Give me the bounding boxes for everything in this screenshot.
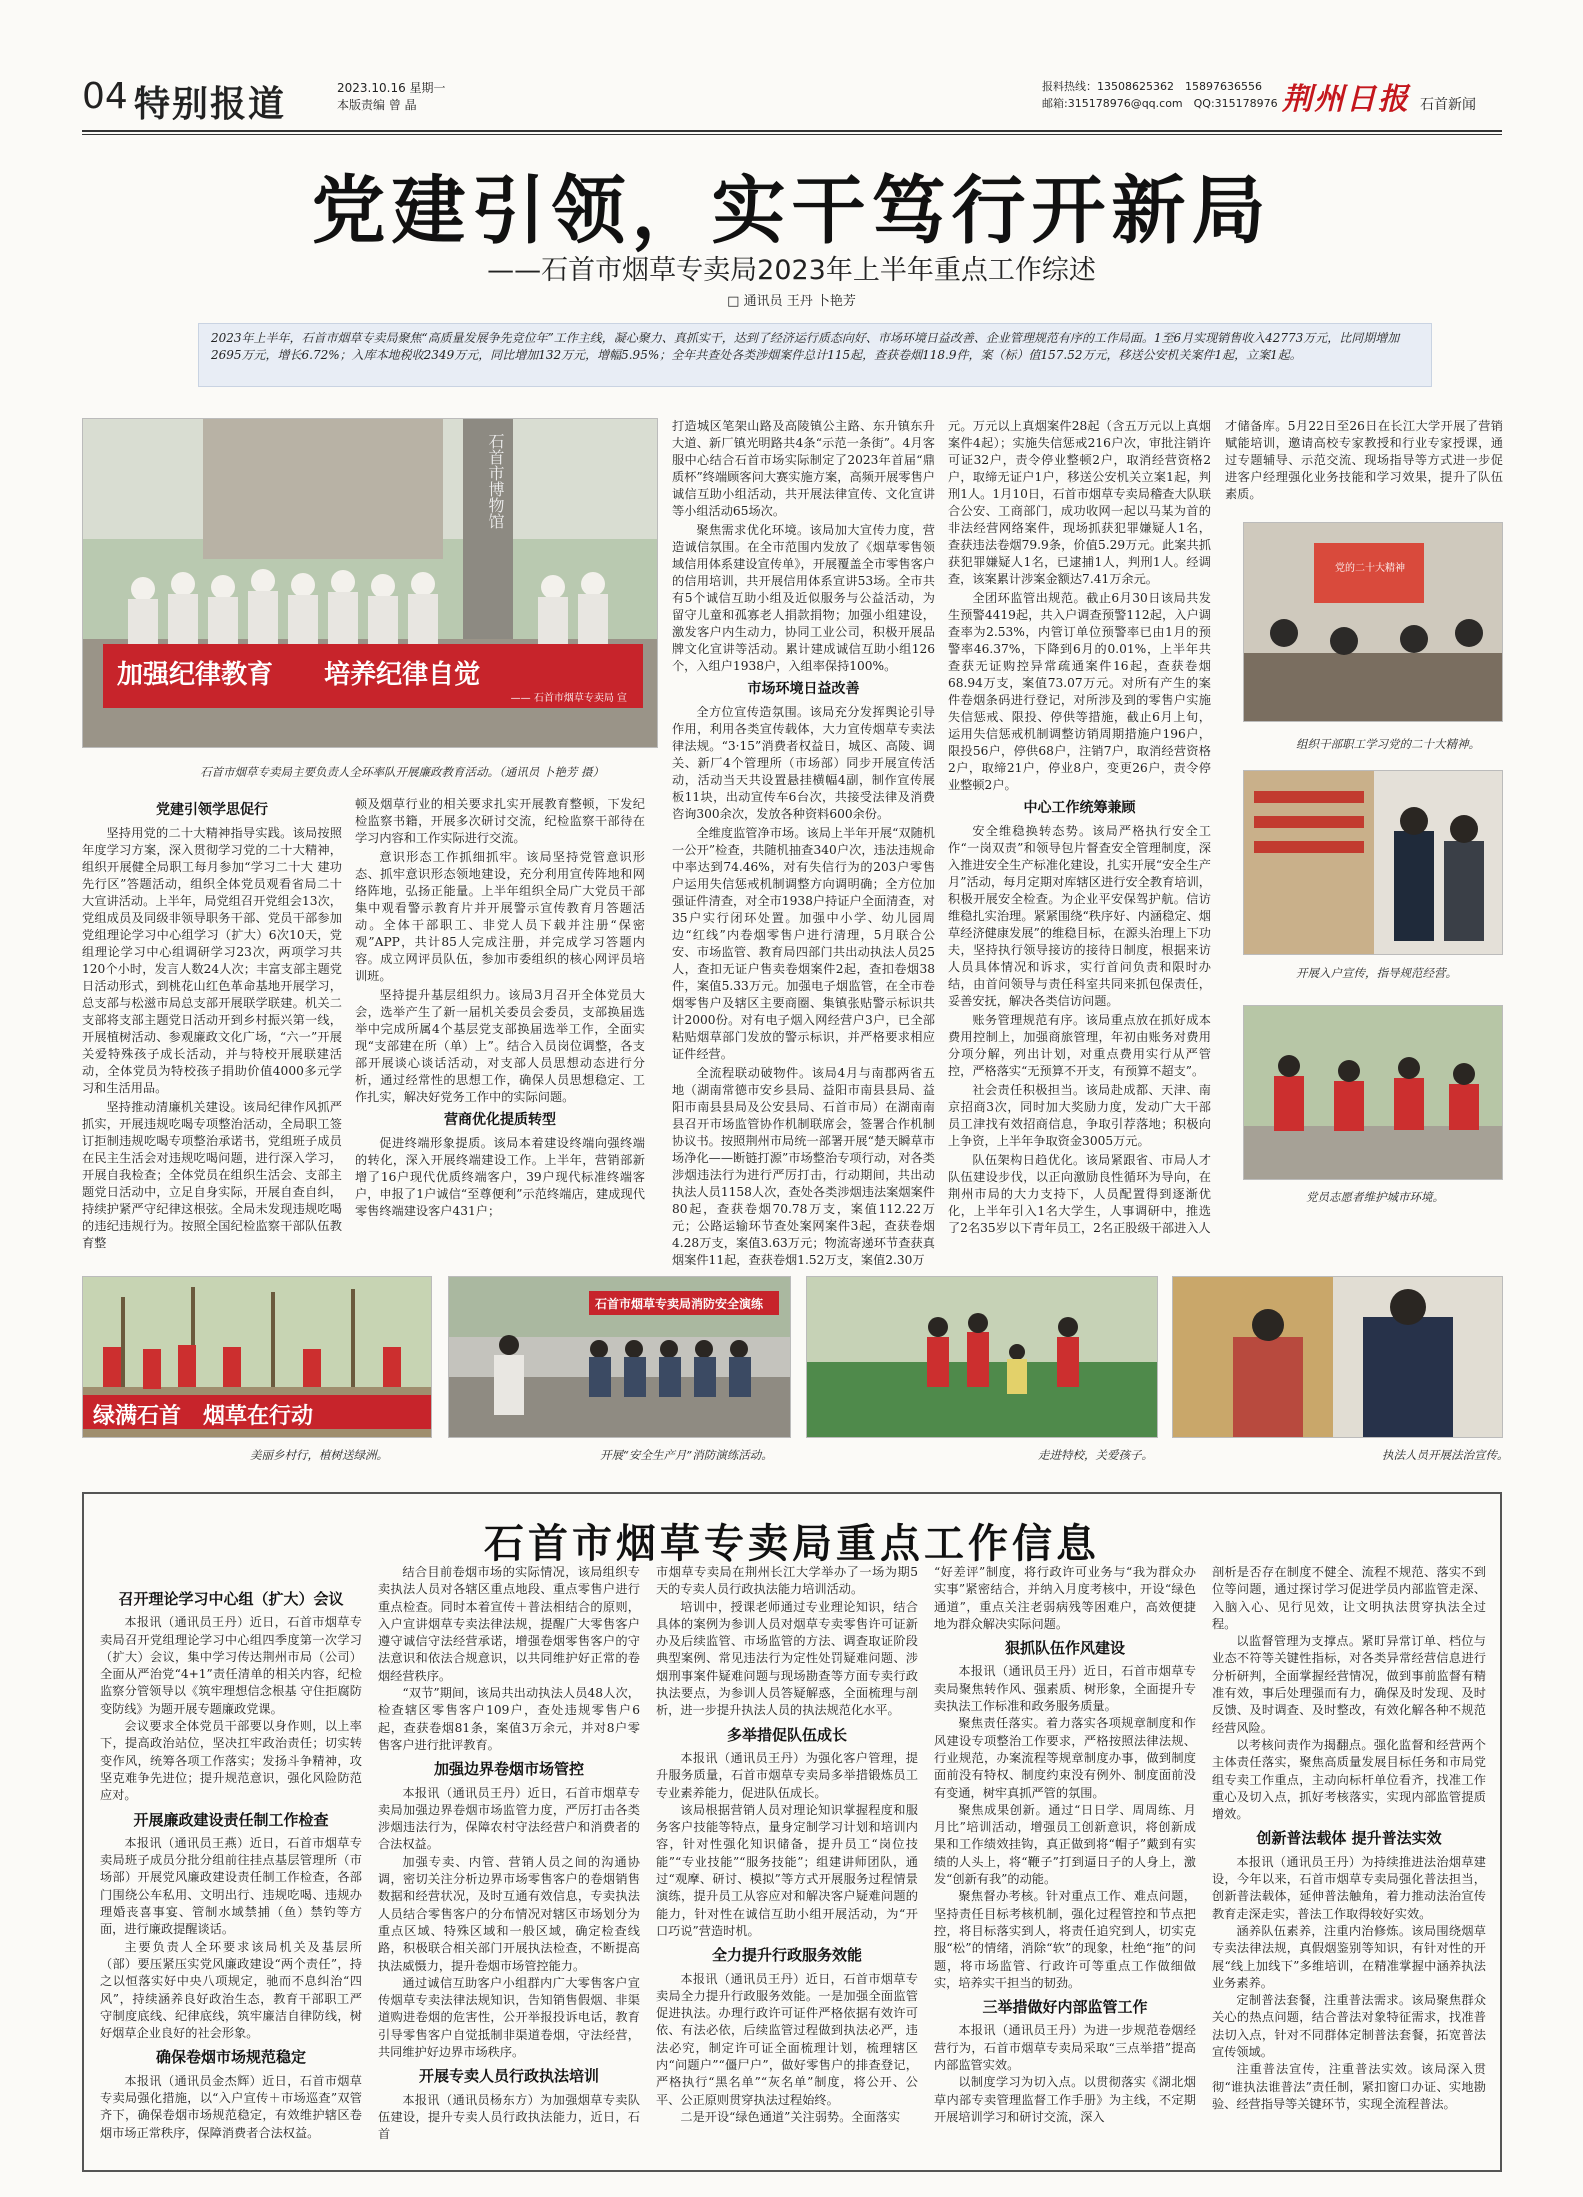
banner-left-text: 加强纪律教育 [117, 660, 274, 690]
paragraph: 本报讯（通讯员王丹）为进一步规范卷烟经营行为，石首市烟草专卖局采取“三点举措”提高内部监管实效。 [934, 2023, 1196, 2073]
column-subheading: 市场环境日益改善 [747, 681, 860, 697]
issue-info [337, 80, 446, 114]
paragraph: 定制普法套餐，注重普法需求。该局聚焦群众关心的热点问题，结合普法对象特征需求，找准普法切入点，针对不同群体定制普法套餐，拓宽普法宣传领域。 [1212, 1993, 1486, 2060]
section-name: 特别报道 [134, 84, 287, 125]
paragraph: 本报讯（通讯员王丹）近日，石首市烟草专卖局全力提升行政服务效能。一是加强全面监管促进执法。办理行政许可证件严格依据有效许可依、有法必依，后续监管过程做到执法必严，违法必究，制定许可证全面梳理计划，梳理辖区内“问题户”“僵尸户”，做好零售户的排查登记，严格执行“黑名单”“灰名单”制度，将公开、公平、公正原则贯穿执法过程始终。 [656, 1971, 918, 2107]
paragraph: 坚持用党的二十大精神指导实践。该局按照年度学习方案，深入贯彻学习党的二十大精神，组织开展健全局职工每月参加“学习二十大 建功先行区”答题活动，组织全体党员观看省局二十大宣讲活动。上半年，局党组召开党组会13次，党组成员及同级非领导职务干部、党员干部参加党组理论学习中心组学习（扩大）6次10天，党组理论学习中心组调研学习23次，两项学习共120个小时，发言人数24人次；丰富支部主题党日活动形式，到桃花山红色革命基地开展学习，总支部与松滋市局总支部开展联学联建。机关二支部将支部主题党日活动开到乡村振兴第一线，开展植树活动、参观廉政文化广场，“六一”开展关爱特殊孩子成长活动，并与特校开展联建活动，全体党员为特校孩子捐助价值4000多元学习和生活用品。 [82, 826, 342, 1095]
vertical-sign: 石首市博物馆 [486, 433, 505, 529]
news-heading: 多举措促队伍成长 [726, 1725, 847, 1744]
paragraph: 安全维稳换转态势。该局严格执行安全工作“一岗双责”和领导包片督查安全管理制度，深入推进安全生产标准化建设，扎实开展“安全生产月”活动，每月定期对库辖区进行安全教育培训，积极开展安全检查。为企业平安保驾护航。信访维稳扎实治理。紧紧围绕“秩序好、内涵稳定、烟草经济健康发展”的维稳目标，在源头治理上下功夫，坚持执行领导接访的接待日制度，根据来访人员具体情况和诉求，实行首问负责和限时办结，由首问领导与责任科室共同来抓包保责任，妥善安抚，解决各类信访问题。 [948, 824, 1211, 1008]
paragraph: 本报讯（通讯员王丹）近日，石首市烟草专卖局聚焦转作风、强素质、树形象，全面提升专卖执法工作标准和政务服务质量。 [934, 1664, 1196, 1714]
paragraph: 聚焦需求优化环境。该局加大宣传力度，营造诚信氛围。在全市范围内发放了《烟草零售领域信用体系建设宣传单》，开展覆盖全市零售客户的信用培训，共开展信用体系宣讲53场。全市共有5个诚信互助小组及近似服务与公益活动，为留守儿童和孤寡老人捐款捐物；加强小组建设，激发客户内生动力，协同工业公司，积极开展品牌文化宣讲等活动。累计建成诚信互助小组126个，入组户1938户，入组率保持100%。 [672, 523, 935, 673]
bottom-photo-3 [806, 1276, 1158, 1438]
paragraph: “好差评”制度，将行政许可业务与“我为群众办实事”紧密结合，并纳入月度考核中，开设“绿色通道”，重点关注老弱病残等困难户，高效便捷地为群众解决实际问题。 [934, 1565, 1196, 1631]
paragraph: 本报讯（通讯员杨东方）为加强烟草专卖队伍建设，提升专卖人员行政执法能力，近日，石首 [378, 2092, 640, 2142]
paragraph: 聚焦督办考核。针对重点工作、难点问题，坚持责任目标考核机制，强化过程管控和节点把控，将目标落实到人，将责任追究到人，切实克服“松”的情绪，消除“软”的现象，杜绝“拖”的问题，将市场监管、行政许可等重点工作做细做实，培养实干担当的韧劲。 [934, 1889, 1196, 1990]
paragraph: 聚焦成果创新。通过“日日学、周周练、月月比”培训活动，增强员工创新意识，将创新成果和工作绩效挂钩，真正做到将“帽子”戴到有实绩的人头上，将“鞭子”打到逼日子的人身上，激发“创新有我”的动能。 [934, 1802, 1196, 1887]
paragraph: 以监督管理为支撑点。紧盯异常订单、档位与业态不符等关键性指标，对各类异常经营信息进行分析研判，全面掌握经营情况，做到事前监督有精准有效，事后处理强而有力，确保及时发现、及时反馈、及时调查、及时整改，有效化解各种不规范经营风险。 [1212, 1634, 1486, 1735]
page-number: 04 [82, 76, 128, 117]
right-photo-1 [1243, 522, 1503, 722]
photo-banner: 石首市烟草专卖局消防安全演练 [589, 1291, 779, 1315]
column-subheading: 中心工作统筹兼顾 [1023, 800, 1136, 816]
article-column-4 [948, 418, 1211, 1278]
issue-date: 2023.10.16 星期一 [337, 81, 446, 95]
paper-logo: 荆州日报 [1282, 82, 1410, 117]
paragraph: 该局根据营销人员对理论知识掌握程度和服务客户技能等特点，量身定制学习计划和培训内容，针对性强化知识储备，提升员工“岗位技能”“专业技能”“服务技能”；组建讲师团队，通过“观摩、研讨、模拟”等方式开展服务过程情景演练，提升员工从容应对和解决客户疑难问题的能力，针对性在诚信互助小组开展活动，为“开口巧说”营造时机。 [656, 1802, 918, 1938]
paragraph: 意识形态工作抓细抓牢。该局坚持党管意识形态、抓牢意识形态领地建设，充分利用宣传阵地和网络阵地，弘扬正能量。上半年组织全局广大党员干部集中观看警示教育片并开展警示宣传教育月答题活动。全体干部职工、非党人员下载并注册“保密观”APP，共计85人完成注册，并完成学习答题内容。成立网评员队伍，参加市委组织的核心网评员培训班。 [355, 850, 645, 983]
meeting-photo-illustration [1244, 523, 1503, 722]
paragraph: 聚焦责任落实。着力落实各项规章制度和作风建设专项整治工作要求，严格按照法律法规、行业规范，办案流程等规章制度办事，做到制度面前没有特权、制度约束没有例外、制度面前没有变通，树牢真抓严管的氛围。 [934, 1716, 1196, 1800]
contact-info [1042, 78, 1278, 112]
photo-banner [103, 644, 643, 708]
box-column-2 [378, 1564, 640, 2159]
bottom-photo-2-caption: 开展“安全生产月”消防演练活动。 [600, 1448, 773, 1462]
lead-paragraph: 2023年上半年，石首市烟草专卖局聚焦“高质量发展争先竞位年”工作主线，凝心聚力、真抓实干，达到了经济运行质态向好、市场环境日益改善、企业管理规范有序的工作局面。1至6月实现销售收入42773万元，比同期增加2695万元，增长6.72%；入库本地税收2349万元，同比增加132万元，增幅5.95%；全年共查处各类涉烟案件总计115起，查获卷烟118.9件，案（标）值157.52万元，移送公安机关案件1起，立案1起。 [198, 323, 1432, 387]
paragraph: 本报讯（通讯员王丹）为持续推进法治烟草建设，今年以来，石首市烟草专卖局强化普法担当，创新普法载体，延伸普法触角，着力推动法治宣传教育走深走实，普法工作取得较好实效。 [1212, 1854, 1486, 1921]
headline: 党建引领，实干笃行开新局 [311, 168, 1272, 254]
paragraph: 以制度学习为切入点。以贯彻落实《湖北烟草内部专卖管理监督工作手册》为主线，不定期开展培训学习和研讨交流，深入 [934, 2075, 1196, 2124]
paragraph: 注重普法宣传，注重普法实效。该局深入贯彻“谁执法谁普法”责任制，紧扣窗口办证、实地勘验、经营指导等关键环节，实现全流程普法。 [1212, 2062, 1486, 2111]
main-photo-caption: 石首市烟草专卖局主要负责人全环率队开展廉政教育活动。（通讯员 卜艳芳 摄） [200, 765, 605, 779]
article-column-3 [672, 418, 935, 1278]
paragraph: 培训中，授课老师通过专业理论知识，结合具体的案例为参训人员对烟草专卖零售许可证新办及后续监管、市场监管的方法、调查取证阶段典型案例、常见违法行为定性处罚疑难问题、涉烟刑事案件疑难问题与现场勘查等方面专卖行政执法要点，为参训人员答疑解惑，全面梳理与剖析，进一步提升执法人员的执法规范化水平。 [656, 1599, 918, 1718]
column-subheading: 党建引领学思促行 [156, 802, 268, 818]
news-heading: 狠抓队伍作风建设 [1004, 1639, 1125, 1658]
paragraph: 队伍架构日趋优化。该局紧跟省、市局人才队伍建设步伐，以正向激励良性循环为导向，在荆州市局的大力支持下，人员配置得到逐渐优化，上半年引入1名大学生，人事调研中，推选了2名35岁以下青年员工，2名正股级干部进入人 [948, 1153, 1211, 1235]
paragraph: 账务管理规范有序。该局重点放在抓好成本费用控制上，加强商旅管理，年初由账务对费用分项分解，列出计划，对重点费用实行从严管控，严格落实“无预算不开支，有预算不超支”。 [948, 1013, 1211, 1078]
paragraph: 全方位宣传造氛围。该局充分发挥舆论引导作用，利用各类宣传载体，大力宣传烟草专卖法律法规。“3·15”消费者权益日，城区、高陵、调关、新厂4个管理所（市场部）同步开展宣传活动，活动当天共设置悬挂横幅4副，制作宣传展板11块，出动宣传车6台次，共接受法律及消费咨询300余次，发放各种资料600余份。 [672, 705, 935, 821]
paragraph: 二是开设“绿色通道”关注弱势。全面落实 [680, 2109, 901, 2124]
paragraph: 本报讯（通讯员王燕）近日，石首市烟草专卖局班子成员分批分组前往挂点基层管理所（市场部）开展党风廉政建设责任制工作检查，各部门围绕公车私用、文明出行、违规吃喝、违规办理婚丧喜事宴、管制水域禁捕（鱼）禁钓等方面，进行廉政提醒谈话。 [100, 1835, 362, 1937]
paragraph: 打造城区笔架山路及高陵镇公主路、东升镇东升大道、新厂镇光明路共4条“示范一条街”。4月客服中心结合石首市场实际制定了2023年首届“鼎质杯”终端顾客问大赛实施方案，高频开展零售户诚信互助小组活动，共开展法律宣传、文化宣讲等小组活动65场次。 [672, 419, 935, 518]
bottom-photo-4 [1172, 1276, 1503, 1438]
box-column-4 [934, 1564, 1196, 2159]
paragraph: 全维度监管净市场。该局上半年开展“双随机一公开”检查，共随机抽查340户次，违法违规命中率达到74.46%，对有失信行为的203户零售户运用失信惩戒机制调整方向调明确；全方位加强证件清查，对全市1938户持证户全面清查，对35户实行闭环处置。加强中小学、幼儿园周边“红线”内卷烟零售户进行清理，5月联合公安、市场监管、教育局四部门共出动执法人员25人，查扣无证户售卖卷烟案件2起，查扣卷烟38件，案值5.33万元。加强电子烟监管，在全市卷烟零售户及辖区主要商圈、集镇张贴警示标识共计2000份。对有电子烟入网经营户3户，已全部粘贴烟草部门发放的警示标识，并严格要求相应证件经营。 [672, 826, 935, 1061]
article-column-2 [355, 796, 645, 1266]
subheadline: ——石首市烟草专卖局2023年上半年重点工作综述 [487, 255, 1096, 286]
right-photo-2-caption: 开展入户宣传，指导规范经营。 [1296, 966, 1457, 980]
paragraph: 结合目前卷烟市场的实际情况，该局组织专卖执法人员对各辖区重点地段、重点零售户进行重点检查。同时本着宣传＋普法相结合的原则，入户宣讲烟草专卖法律法规，提醒广大零售客户遵守诚信守法经营承诺，增强卷烟零售客户的守法意识和依法合规意识，以共同维护好正常的卷烟经营秩序。 [378, 1565, 640, 1683]
paragraph: 本报讯（通讯员王丹）近日，石首市烟草专卖局加强边界卷烟市场监管力度，严厉打击各类涉烟违法行为，保障农村守法经营户和消费者的合法权益。 [378, 1785, 640, 1852]
shop-visit-photo-illustration [1244, 771, 1503, 955]
box-column-1 [100, 1584, 362, 2159]
bottom-photo-1 [82, 1276, 432, 1438]
paragraph: 会议要求全体党员干部要以身作则，以上率下，提高政治站位，坚决扛牢政治责任；切实转变作风，统筹各项工作落实；发扬斗争精神，攻坚克难争先进位；提升规范意识，强化风险防范应对。 [100, 1719, 362, 1803]
right-photo-3 [1243, 1005, 1503, 1180]
paper-edition: 石首新闻 [1420, 97, 1476, 113]
masthead-rule [82, 130, 1502, 132]
hotline: 报料热线：13508625362 15897636556 [1042, 80, 1262, 93]
law-promotion-photo-illustration [1173, 1277, 1503, 1438]
paragraph: 本报讯（通讯员王丹）为强化客户管理，提升服务质量，石首市烟草专卖局多举措锻炼员工专业素养能力，促进队伍成长。 [656, 1750, 918, 1800]
right-photo-2 [1243, 770, 1503, 955]
paragraph: 坚持提升基层组织力。该局3月召开全体党员大会，选举产生了新一届机关委员会委员，支部换届选举中完成所属4个基层党支部换届选举工作，全面实现“支部建在所（单）上”。结合入员岗位调整，各支部开展谈心谈话活动，对支部人员思想动态进行分析，通过经常性的思想工作，确保人员思想稳定、工作扎实，解决好党务工作中的实际问题。 [355, 988, 645, 1104]
special-school-photo-illustration [807, 1277, 1158, 1438]
paragraph: 坚持推动清廉机关建设。该局纪律作风抓严抓实，开展违规吃喝专项整治活动，全局职工签订拒制违规吃喝专项整治承诺书，党组班子成员在民主生活会对违规吃喝问题，进行深入学习，开展自我检查；全体党员在组织生活会、支部主题党日活动中，立足自身实际，开展自查自纠，持续护紧严守纪律这根弦。全局未发现违规吃喝的违纪违规行为。按照全国纪检监察干部队伍教育整 [82, 1100, 342, 1250]
bottom-photo-2 [448, 1276, 791, 1438]
screen-text: 党的二十大精神 [1335, 563, 1405, 574]
byline: □ 通讯员 王丹 卜艳芳 [727, 294, 856, 309]
paragraph: 涵养队伍素养，注重内治修炼。该局围绕烟草专卖法律法规，真假烟鉴别等知识，有针对性的开展“线上加线下”多维培训，在精准掌握中涵养执法业务素养。 [1212, 1923, 1486, 1990]
banner-right-text: 培养纪律自觉 [324, 660, 481, 690]
paragraph: 以考核问责作为揭翻点。强化监督和经营两个主体责任落实，聚焦高质量发展目标任务和市局党组专卖工作重点，主动向标杆单位看齐，找准工作重心及切入点，抓好考核落实，实现内部监管提质增效。 [1212, 1737, 1486, 1822]
paragraph: 本报讯（通讯员王丹）近日，石首市烟草专卖局召开党组理论学习中心组四季度第一次学习（扩大）会议，集中学习传达荆州市局（公司）全面从严治党“4+1”责任清单的相关内容，纪检监察分管领导以《筑牢理想信念根基 守住拒腐防变防线》为题开展专题廉政党课。 [100, 1615, 362, 1716]
news-heading: 确保卷烟市场规范稳定 [155, 2048, 306, 2067]
masthead [82, 70, 1502, 130]
paragraph: 才储备库。5月22日至26日在长江大学开展了营销赋能培训，邀请高校专家教授和行业专家授课，通过专题辅导、示范交流、现场指导等方式进一步促进客户经理强化业务技能和学习效果，提升了队伍素质。 [1225, 419, 1503, 501]
paragraph: “双节”期间，该局共出动执法人员48人次，检查辖区零售客户109户，查处违规零售户6起，查获卷烟81条，案值3万余元，并对8户零售客户进行批评教育。 [378, 1686, 640, 1752]
paragraph: 市烟草专卖局在荆州长江大学举办了一场为期5天的专卖人员行政执法能力培训活动。 [656, 1565, 918, 1597]
volunteer-photo-illustration [1244, 1006, 1503, 1180]
news-heading: 加强边界卷烟市场管控 [433, 1760, 584, 1779]
paragraph: 本报讯（通讯员金杰辉）近日，石首市烟草专卖局强化措施，以“入户宣传＋市场巡查”双管齐下，确保卷烟市场规范稳定，有效维护辖区卷烟市场正常秩序，保障消费者合法权益。 [100, 2073, 362, 2140]
banner-small-text: —— 石首市烟草专卖局 宣 [510, 693, 627, 704]
photo-banner: 绿满石首 烟草在行动 [83, 1395, 432, 1429]
paragraph: 全流程联动破物件。该局4月与南郡两省五地（湖南常德市安乡县局、益阳市南县县局、益阳市南县县局及公安县局、石首市局）在湖南南县召开市场监管协作机制联席会，签署合作机制协议书。按照荆州市局统一部署开展“楚天瞬草市场净化——断链打源”市场整治专项行动，对各类涉烟违法行为进行严厉打击，行动期间，共出动执法人员1158人次，查处各类涉烟违法案烟案件80起，查获卷烟70.78万支，案值112.22万元；公路运输环节查处案网案件3起，查获卷烟4.28万支，案值3.63万元；物流寄递环节查获真烟案件11起，查获卷烟1.52万支，案值2.30万 [672, 1066, 935, 1267]
news-heading: 全力提升行政服务效能 [711, 1946, 862, 1965]
box-title: 石首市烟草专卖局重点工作信息 [484, 1520, 1100, 1567]
paragraph: 剖析是否存在制度不健全、流程不规范、落实不到位等问题，通过探讨学习促进学员内部监管走深、入脑入心、见行见效，让文明执法贯穿执法全过程。 [1212, 1565, 1486, 1631]
paragraph: 加强专卖、内管、营销人员之间的沟通协调，密切关注分析边界市场零售客户的卷烟销售数据和经营状况，及时互通有效信息，专卖执法人员结合零售客户的分布情况对辖区市场划分为重点区域、特殊区域和一般区域，确定检查线路，积极联合相关部门开展执法检查，不断提高执法威慑力，提升卷烟市场管控能力。 [378, 1854, 640, 1973]
news-heading: 召开理论学习中心组（扩大）会议 [118, 1590, 344, 1608]
box-column-5 [1212, 1564, 1486, 2159]
news-info-box [82, 1492, 1502, 2172]
paragraph: 社会责任积极担当。该局赴成都、天津、南京招商3次，同时加大奖励力度，发动广大干部员工津找有效招商信息，争取引荐落地；积极向上争资，上半年争取资金3005万元。 [948, 1083, 1211, 1148]
bottom-photo-1-caption: 美丽乡村行，植树送绿洲。 [250, 1448, 388, 1462]
main-photo [82, 418, 658, 748]
paragraph: 全团环监管出规范。截止6月30日该局共发生预警4419起，共入户调查预警112起，入户调查率为2.53%，内管订单位预警率已由1月的预警率46.37%，下降到6月的0.01%，上半年共查获无证购控异常疏通案件16起，查获卷烟68.94万支，案值73.07万元。对所有产生的案件卷烟条码进行登记，对所涉及到的零售户实施失信惩戒、限投、停供等措施，截止6月上旬，运用失信惩戒机制调整访销周期措施户196户，限投56户，停供68户，注销7户，取消经营资格2户，取缔21户，停业8户，变更26户，责令停业整顿2户。 [948, 591, 1211, 792]
right-photo-1-caption: 组织干部职工学习党的二十大精神。 [1296, 737, 1480, 751]
email: 邮箱:315178976@qq.com QQ:315178976 [1042, 97, 1278, 110]
bottom-photo-4-caption: 执法人员开展法治宣传。 [1382, 1448, 1509, 1462]
box-column-3 [656, 1564, 918, 2159]
column-subheading: 营商优化提质转型 [444, 1112, 556, 1128]
paragraph: 顿及烟草行业的相关要求扎实开展教育整顿，下发纪检监察书籍，开展多次研讨交流，纪检监察干部待在学习内容和工作实际进行交流。 [355, 797, 645, 845]
paragraph: 促进终端形象提质。该局本着建设终端向强终端的转化，深入开展终端建设工作。上半年，营销部新增了16户现代优质终端客户，39户现代标准终端客户，申报了1户诚信“至尊便利”示范终端店，建成现代零售终端建设客户431户； [355, 1136, 645, 1218]
paragraph: 通过诚信互助客户小组群内广大零售客户宣传烟草专卖法律法规知识，告知销售假烟、非渠道购进卷烟的危害性，公开举报投诉电话，教育引导零售客户自觉抵制非渠道卷烟，守法经营，共同维护好边界市场秩序。 [378, 1975, 640, 2060]
page-editor: 本版责编 曾 晶 [337, 98, 417, 112]
paragraph: 主要负责人全环要求该局机关及基层所（部）要压紧压实党风廉政建设“两个责任”，持之以恒落实好中央八项规定，驰而不息纠治“四风”，持续涵养良好政治生态，教育干部职工严守制度底线、纪律底线，筑牢廉洁自律防线，树好烟草企业良好的社会形象。 [100, 1939, 362, 2041]
bottom-photo-3-caption: 走进特校，关爱孩子。 [1038, 1448, 1153, 1462]
paragraph: 元。万元以上真烟案件28起（含五万元以上真烟案件4起）；实施失信惩戒216户次，审批注销许可证32户，责令停业整顿2户，取消经营资格2户，取缔无证户1户，移送公安机关立案1起，判刑1人。1月10日，石首市烟草专卖局稽查大队联合公安、工商部门，成功收网一起以马某为首的非法经营网络案件，现场抓获犯罪嫌疑人1名，查获违法卷烟79.9条，价值5.29万元。此案共抓获犯罪嫌疑人1名，已逮捕1人，判刑1人。经调查，该案累计涉案金额达7.41万余元。 [948, 419, 1211, 586]
news-heading: 三举措做好内部监管工作 [982, 1998, 1148, 2017]
right-photo-3-caption: 党员志愿者维护城市环境。 [1306, 1190, 1444, 1204]
masthead-rule-thin [82, 134, 1502, 135]
article-column-5 [1225, 418, 1503, 518]
news-heading: 开展专卖人员行政执法培训 [418, 2067, 599, 2086]
news-heading: 开展廉政建设责任制工作检查 [133, 1810, 329, 1829]
news-heading: 创新普法载体 提升普法实效 [1256, 1829, 1442, 1848]
